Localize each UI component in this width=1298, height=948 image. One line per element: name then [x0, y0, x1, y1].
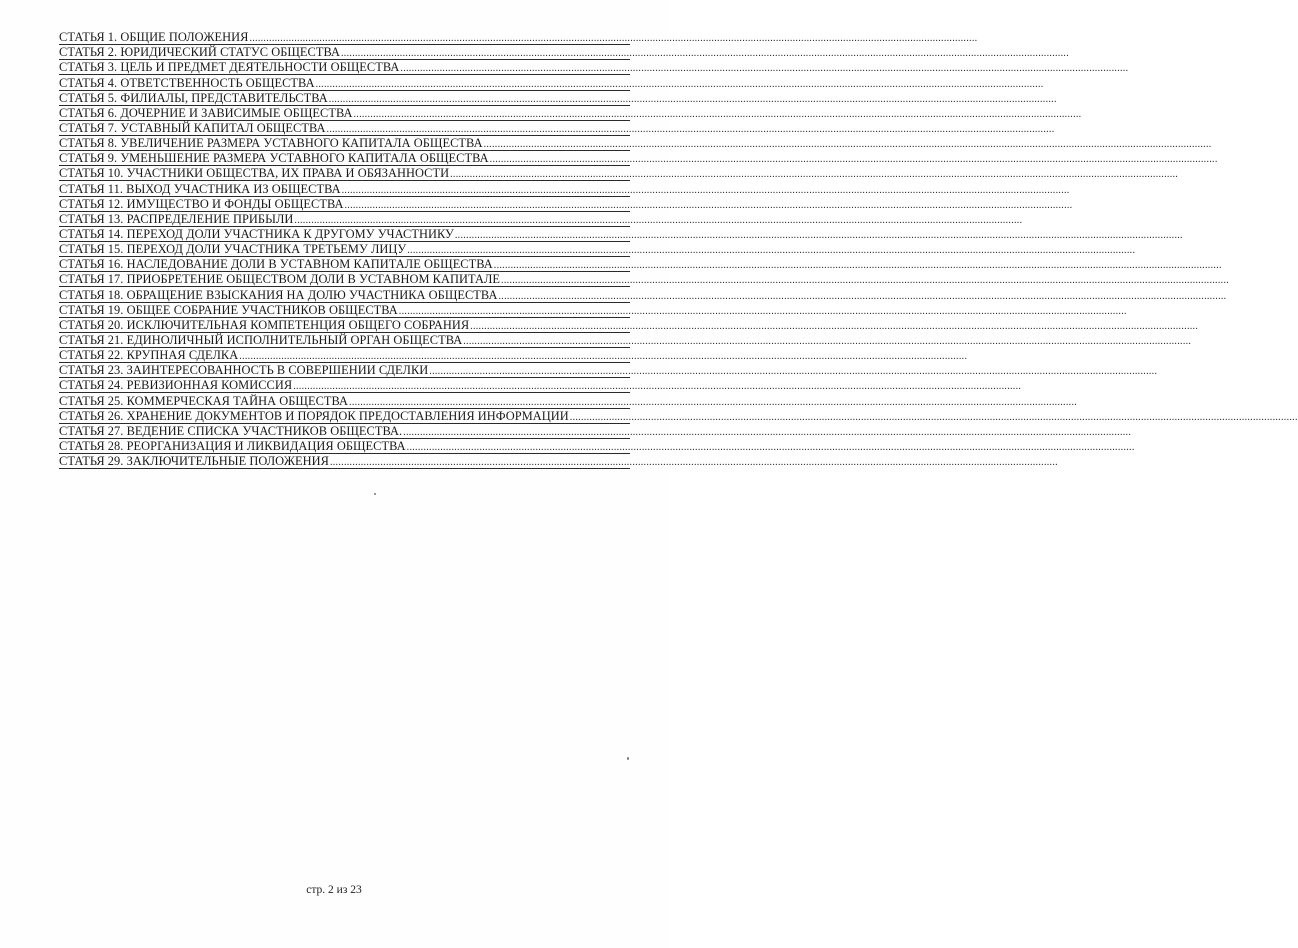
toc-entry[interactable]	[59, 257, 1222, 272]
toc-entry[interactable]	[59, 272, 1230, 287]
toc-entry-title: СТАТЬЯ 10. УЧАСТНИКИ ОБЩЕСТВА, ИХ ПРАВА И ОБЯЗАННОСТИ	[59, 166, 450, 181]
toc-entry[interactable]	[59, 332, 1192, 348]
toc-entry[interactable]	[59, 348, 968, 363]
dot-leader: ....................................................................................................................................................................................................................................................................	[249, 33, 978, 45]
toc-entry[interactable]	[59, 151, 1218, 166]
toc-entry-title: СТАТЬЯ 26. ХРАНЕНИЕ ДОКУМЕНТОВ И ПОРЯДОК ПРЕДОСТАВЛЕНИЯ ИНФОРМАЦИИ	[59, 408, 569, 423]
dot-leader: ....................................................................................................................................................................................................................................................................	[329, 457, 1058, 469]
dot-leader: ....................................................................................................................................................................................................................................................................	[569, 411, 1298, 423]
toc-entry-title: СТАТЬЯ 28. РЕОРГАНИЗАЦИЯ И ЛИКВИДАЦИЯ ОБЩЕСТВА	[59, 438, 406, 453]
toc-entry[interactable]	[59, 105, 1082, 121]
toc-entry-title: СТАТЬЯ 23. ЗАИНТЕРЕСОВАННОСТЬ В СОВЕРШЕНИИ СДЕЛКИ	[59, 363, 429, 378]
toc-entry[interactable]	[59, 438, 1135, 454]
toc-entry[interactable]	[59, 393, 1078, 408]
toc-entry-title: СТАТЬЯ 1. ОБЩИЕ ПОЛОЖЕНИЯ	[59, 30, 249, 45]
toc-entry-title: СТАТЬЯ 17. ПРИОБРЕТЕНИЕ ОБЩЕСТВОМ ДОЛИ В УСТАВНОМ КАПИТАЛЕ	[59, 272, 501, 287]
toc-entry[interactable]	[59, 454, 1058, 469]
toc-entry[interactable]	[59, 287, 1227, 302]
toc-entry-title: СТАТЬЯ 9. УМЕНЬШЕНИЕ РАЗМЕРА УСТАВНОГО КАПИТАЛА ОБЩЕСТВА	[59, 151, 489, 166]
toc-entry-title: СТАТЬЯ 12. ИМУЩЕСТВО И ФОНДЫ ОБЩЕСТВА	[59, 196, 344, 211]
toc-entry-title: СТАТЬЯ 4. ОТВЕТСТВЕННОСТЬ ОБЩЕСТВА	[59, 75, 315, 90]
toc-entry-title: СТАТЬЯ 5. ФИЛИАЛЫ, ПРЕДСТАВИТЕЛЬСТВА	[59, 90, 328, 105]
toc-entry-title: СТАТЬЯ 15. ПЕРЕХОД ДОЛИ УЧАСТНИКА ТРЕТЬЕМУ ЛИЦУ	[59, 242, 407, 257]
dot-leader: ....................................................................................................................................................................................................................................................................	[450, 169, 1179, 181]
toc-entry[interactable]	[59, 136, 1212, 151]
dot-leader: ....................................................................................................................................................................................................................................................................	[315, 78, 1044, 90]
page-number: стр. 2 из 23	[306, 884, 362, 896]
dot-leader: ....................................................................................................................................................................................................................................................................	[406, 441, 1135, 453]
dot-leader: ....................................................................................................................................................................................................................................................................	[463, 335, 1192, 347]
dot-leader: ....................................................................................................................................................................................................................................................................	[326, 123, 1055, 135]
toc-entry[interactable]	[59, 75, 1044, 90]
toc-entry-title: СТАТЬЯ 13. РАСПРЕДЕЛЕНИЕ ПРИБЫЛИ	[59, 211, 294, 226]
dot-leader: ....................................................................................................................................................................................................................................................................	[400, 63, 1129, 75]
dot-leader: ....................................................................................................................................................................................................................................................................	[470, 320, 1199, 332]
toc-entry-title: СТАТЬЯ 16. НАСЛЕДОВАНИЕ ДОЛИ В УСТАВНОМ КАПИТАЛЕ ОБЩЕСТВА	[59, 257, 493, 272]
toc-entry-title: СТАТЬЯ 7. УСТАВНЫЙ КАПИТАЛ ОБЩЕСТВА	[59, 120, 326, 135]
toc-entry-title: СТАТЬЯ 3. ЦЕЛЬ И ПРЕДМЕТ ДЕЯТЕЛЬНОСТИ ОБЩЕСТВА	[59, 60, 400, 75]
toc-entry[interactable]	[59, 302, 1127, 318]
dot-leader: ....................................................................................................................................................................................................................................................................	[398, 305, 1127, 317]
dot-leader: ....................................................................................................................................................................................................................................................................	[403, 426, 1132, 438]
toc-entry[interactable]	[59, 242, 1136, 257]
table-of-contents	[59, 30, 1298, 469]
toc-entry[interactable]	[59, 363, 1158, 378]
toc-entry[interactable]	[59, 45, 1069, 60]
dot-leader: ....................................................................................................................................................................................................................................................................	[493, 260, 1222, 272]
toc-entry-title: СТАТЬЯ 18. ОБРАЩЕНИЕ ВЗЫСКАНИЯ НА ДОЛЮ УЧАСТНИКА ОБЩЕСТВА	[59, 287, 498, 302]
toc-entry-title: СТАТЬЯ 8. УВЕЛИЧЕНИЕ РАЗМЕРА УСТАВНОГО КАПИТАЛА ОБЩЕСТВА	[59, 136, 483, 151]
dot-leader: ....................................................................................................................................................................................................................................................................	[501, 275, 1230, 287]
dot-leader: ....................................................................................................................................................................................................................................................................	[341, 48, 1069, 60]
toc-entry[interactable]	[59, 120, 1055, 136]
scan-speck	[627, 757, 629, 760]
dot-leader: ....................................................................................................................................................................................................................................................................	[344, 199, 1073, 211]
toc-entry-title: СТАТЬЯ 20. ИСКЛЮЧИТЕЛЬНАЯ КОМПЕТЕНЦИЯ ОБЩЕГО СОБРАНИЯ	[59, 317, 470, 332]
toc-entry-title: СТАТЬЯ 2. ЮРИДИЧЕСКИЙ СТАТУС ОБЩЕСТВА	[59, 45, 340, 60]
toc-entry[interactable]	[59, 226, 1183, 242]
scan-speck	[374, 493, 376, 495]
toc-entry[interactable]	[59, 90, 1057, 106]
dot-leader: ....................................................................................................................................................................................................................................................................	[239, 351, 968, 363]
dot-leader: ....................................................................................................................................................................................................................................................................	[454, 229, 1183, 241]
toc-entry[interactable]	[59, 317, 1199, 333]
toc-entry[interactable]	[59, 196, 1073, 212]
dot-leader: ....................................................................................................................................................................................................................................................................	[429, 366, 1158, 378]
dot-leader: ....................................................................................................................................................................................................................................................................	[353, 108, 1082, 120]
dot-leader: ....................................................................................................................................................................................................................................................................	[349, 396, 1078, 408]
toc-entry[interactable]	[59, 166, 1179, 181]
toc-entry[interactable]	[59, 60, 1129, 75]
toc-entry[interactable]	[59, 378, 1022, 393]
dot-leader: ....................................................................................................................................................................................................................................................................	[294, 214, 1023, 226]
toc-entry[interactable]	[59, 423, 1132, 439]
dot-leader: ....................................................................................................................................................................................................................................................................	[489, 154, 1218, 166]
toc-entry-title: СТАТЬЯ 6. ДОЧЕРНИЕ И ЗАВИСИМЫЕ ОБЩЕСТВА	[59, 105, 353, 120]
toc-entry[interactable]	[59, 181, 1070, 196]
toc-entry-title: СТАТЬЯ 19. ОБЩЕЕ СОБРАНИЕ УЧАСТНИКОВ ОБЩЕСТВА	[59, 302, 398, 317]
toc-entry-title: СТАТЬЯ 27. ВЕДЕНИЕ СПИСКА УЧАСТНИКОВ ОБЩЕСТВА.	[59, 423, 403, 438]
toc-entry-title: СТАТЬЯ 21. ЕДИНОЛИЧНЫЙ ИСПОЛНИТЕЛЬНЫЙ ОРГАН ОБЩЕСТВА	[59, 332, 463, 347]
dot-leader: ....................................................................................................................................................................................................................................................................	[328, 93, 1057, 105]
dot-leader: ....................................................................................................................................................................................................................................................................	[341, 184, 1070, 196]
toc-entry-title: СТАТЬЯ 11. ВЫХОД УЧАСТНИКА ИЗ ОБЩЕСТВА	[59, 181, 341, 196]
toc-entry[interactable]	[59, 211, 1023, 227]
toc-entry[interactable]	[59, 408, 1298, 424]
toc-entry-title: СТАТЬЯ 24. РЕВИЗИОННАЯ КОМИССИЯ	[59, 378, 293, 393]
toc-entry-title: СТАТЬЯ 22. КРУПНАЯ СДЕЛКА	[59, 348, 239, 363]
dot-leader: ....................................................................................................................................................................................................................................................................	[293, 381, 1022, 393]
toc-entry-title: СТАТЬЯ 14. ПЕРЕХОД ДОЛИ УЧАСТНИКА К ДРУГОМУ УЧАСТНИКУ	[59, 226, 454, 241]
dot-leader: ....................................................................................................................................................................................................................................................................	[407, 245, 1136, 257]
toc-entry-title: СТАТЬЯ 29. ЗАКЛЮЧИТЕЛЬНЫЕ ПОЛОЖЕНИЯ	[59, 454, 329, 469]
toc-entry-title: СТАТЬЯ 25. КОММЕРЧЕСКАЯ ТАЙНА ОБЩЕСТВА	[59, 393, 349, 408]
dot-leader: ....................................................................................................................................................................................................................................................................	[498, 290, 1227, 302]
dot-leader: ....................................................................................................................................................................................................................................................................	[483, 139, 1212, 151]
toc-entry[interactable]	[59, 30, 978, 45]
